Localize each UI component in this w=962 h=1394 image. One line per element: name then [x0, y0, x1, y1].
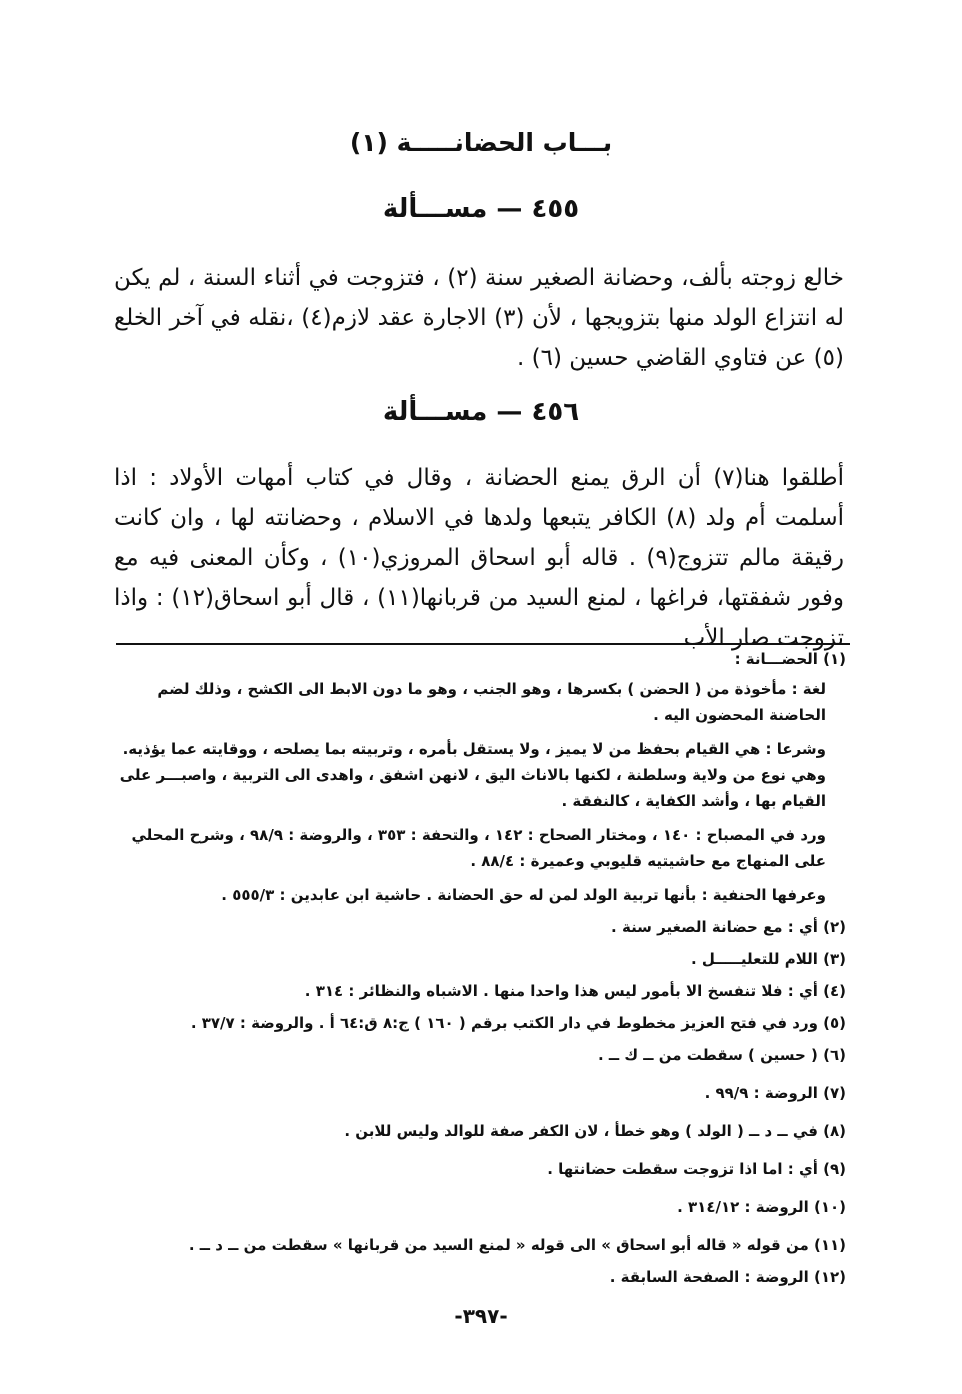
masala-456-heading: ٤٥٦ — مســـألة	[382, 397, 580, 427]
footnote-7: (٧) الروضة : ٩٩/٩ .	[704, 1084, 846, 1102]
masala-455-text: خالع زوجته بألف، وحضانة الصغير سنة (٢) ، فتزوجت في أثناء السنة ، لم يكن له انتزاع الولد منها بتزويجها ، لأن (٣) الاجارة عقد لازم(٤) ،نقله في آخر الخلع (٥) عن فتاوي القاضي حسين (٦) .	[114, 265, 845, 371]
footnote-5: (٥) ورد في فتح العزيز مخطوط في دار الكتب برقم ( ١٦٠ ) ج:٨ ق:٦٤ أ . والروضة : ٣٧/٧ .	[190, 1014, 846, 1032]
footnote-3: (٣) اللام للتعليـــــل .	[690, 950, 846, 968]
footnote-separator	[116, 643, 850, 645]
footnote-1-hanafi: وعرفها الحنفية : بأنها تربية الولد لمن له حق الحضانة . حاشية ابن عابدين : ٥٥٥/٣ .	[221, 886, 826, 904]
footnote-8: (٨) في ــ د ــ ( الولد ) وهو خطأ ، لان الكفر صفة للوالد وليس للابن .	[344, 1122, 846, 1140]
footnote-2: (٢) أي : مع حضانة الصغير سنة .	[611, 918, 846, 936]
footnote-9: (٩) أي : اما اذا تزوجت سقطت حضانتها .	[547, 1160, 846, 1178]
footnote-1-lugha: لغة : مأخوذة من ( الحضن ) بكسرها ، وهو الجنب ، وهو ما دون الابط الى الكشح ، وذلك لضم الحاضنة المحضون اليه .	[157, 680, 826, 724]
footnote-6: (٦) ( حسين ) سقطت من ــ ك ــ .	[597, 1046, 846, 1064]
page-number: -٣٩٧-	[454, 1304, 508, 1328]
masala-455-heading: ٤٥٥ — مســـألة	[382, 194, 580, 224]
footnote-4: (٤) أي : فلا تنفسخ الا بأمور ليس هذا واحدا منها . الاشباه والنظائر : ٣١٤ .	[304, 982, 846, 1000]
footnote-1-references: ورد في المصباح : ١٤٠ ، ومختار الصحاح : ١٤٢ ، والتحفة : ٣٥٣ ، والروضة : ٩٨/٩ ، وشرح المحلي على المنهاج مع حاشيتيه قليوبي وعميرة : ٨٨/٤ .	[131, 826, 826, 870]
footnotes	[116, 646, 846, 1290]
footnote-10: (١٠) الروضة : ٣١٤/١٢ .	[677, 1198, 846, 1216]
footnote-11: (١١) من قوله « قاله أبو اسحاق » الى قوله « لمنع السيد من قربانها » سقطت من ــ د ــ .	[188, 1236, 846, 1254]
chapter-title: بـــاب الحضانـــــة (١)	[349, 128, 613, 157]
footnote-12: (١٢) الروضة : الصفحة السابقة .	[609, 1268, 846, 1286]
footnote-1-sharan: وشرعا : هي القيام بحفظ من لا يميز ، ولا يستقل بأمره ، وتربيته بما يصلحه ، ووقايته عما يؤذيه. وهي نوع من ولاية وسلطنة ، لكنها بالاناث اليق ، لانهن اشفق ، واهدى الى التربية ، واصبـــر على القيام بها ، وأشد الكفاية ، كالنفقة .	[119, 740, 826, 810]
masala-456-text: أطلقوا هنا(٧) أن الرق يمنع الحضانة ، وقال في كتاب أمهات الأولاد : اذا أسلمت أم ولد (٨) الكافر يتبعها ولدها في الاسلام ، وحضانته لها ، وان كانت رقيقة مالم تتزوج(٩) . قاله أبو اسحاق المروزي(١٠) ، وكأن المعنى فيه مع وفور شفقتها، فراغها ، لمنع السيد من قربانها(١١) ، قال أبو اسحاق(١٢) : واذا تزوجت صار الأب	[114, 465, 845, 651]
footnote-1-heading: (١) الحضـــانة :	[734, 650, 846, 668]
